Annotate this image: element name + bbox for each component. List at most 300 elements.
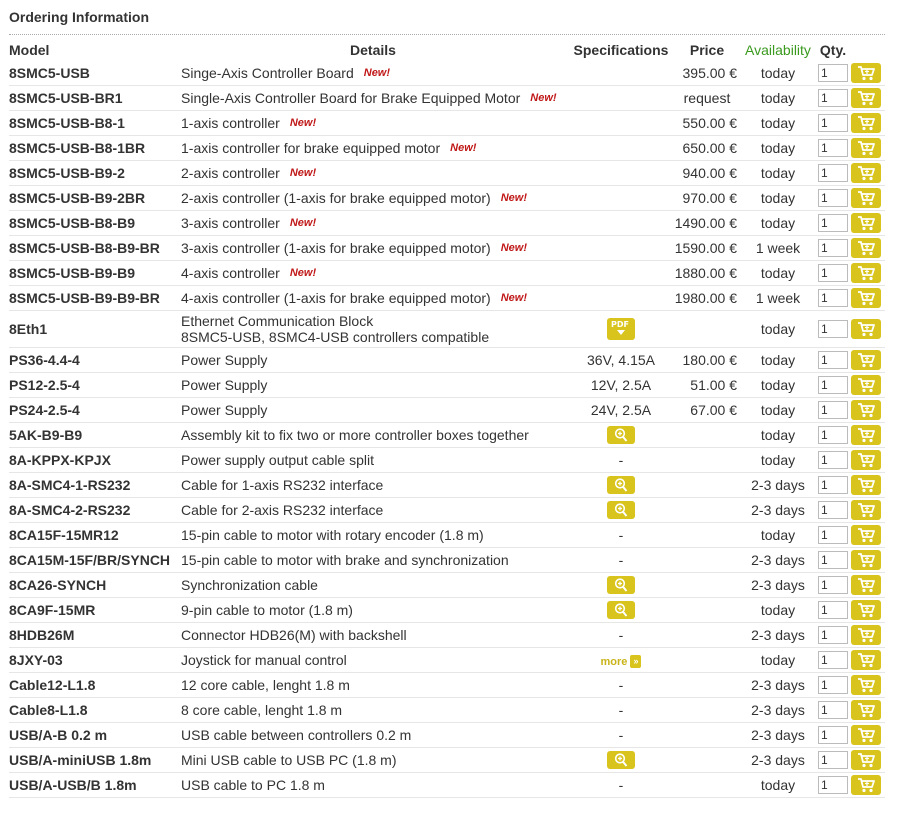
add-to-cart-button[interactable] [851, 575, 881, 595]
column-header-specifications: Specifications [573, 42, 669, 58]
details-text: Power Supply [181, 402, 268, 418]
specifications-cell: - [569, 723, 673, 748]
quantity-input[interactable] [818, 726, 848, 744]
price-cell [673, 673, 741, 698]
cart-cell [851, 111, 885, 136]
quantity-input[interactable] [818, 114, 848, 132]
details-text: Power Supply [181, 352, 268, 368]
quantity-input[interactable] [818, 651, 848, 669]
table-row [9, 448, 885, 473]
cart-icon [857, 702, 875, 718]
add-to-cart-button[interactable] [851, 63, 881, 83]
availability-cell: today [741, 448, 815, 473]
cart-cell [851, 523, 885, 548]
zoom-icon[interactable] [607, 751, 635, 769]
new-badge: New! [500, 192, 527, 204]
details-text: Power supply output cable split [181, 452, 374, 468]
zoom-icon[interactable] [607, 601, 635, 619]
qty-cell [815, 473, 851, 498]
specifications-cell [569, 748, 673, 773]
model-cell: USB/A-miniUSB 1.8m [9, 748, 177, 773]
cart-icon [857, 265, 875, 281]
details-text: 2-axis controller [181, 165, 280, 181]
details-cell [177, 423, 569, 448]
quantity-input[interactable] [818, 139, 848, 157]
cart-icon [857, 527, 875, 543]
cart-icon [857, 90, 875, 106]
add-to-cart-button[interactable] [851, 188, 881, 208]
add-to-cart-button[interactable] [851, 319, 881, 339]
cart-icon [857, 652, 875, 668]
table-row [9, 573, 885, 598]
table-row [9, 498, 885, 523]
details-cell [177, 186, 569, 211]
table-row [9, 723, 885, 748]
new-badge: New! [289, 167, 317, 179]
availability-cell: today [741, 373, 815, 398]
qty-cell [815, 261, 851, 286]
add-to-cart-button[interactable] [851, 525, 881, 545]
table-row [9, 398, 885, 423]
model-cell: PS12-2.5-4 [9, 373, 177, 398]
qty-cell [815, 111, 851, 136]
quantity-input[interactable] [818, 239, 848, 257]
quantity-input[interactable] [818, 701, 848, 719]
quantity-input[interactable] [818, 89, 848, 107]
model-cell: 8CA15M-15F/BR/SYNCH [9, 548, 177, 573]
model-cell: 8Eth1 [9, 311, 177, 348]
availability-cell: today [741, 598, 815, 623]
add-to-cart-button[interactable] [851, 375, 881, 395]
table-row [9, 236, 885, 261]
cart-icon [857, 602, 875, 618]
details-cell [177, 136, 569, 161]
price-cell [673, 723, 741, 748]
qty-cell [815, 311, 851, 348]
qty-cell [815, 373, 851, 398]
pdf-label: PDF [611, 320, 629, 329]
details-cell [177, 373, 569, 398]
column-header-price: Price [689, 42, 725, 58]
details-cell [177, 448, 569, 473]
specifications-cell [569, 473, 673, 498]
add-to-cart-button[interactable] [851, 213, 881, 233]
quantity-input[interactable] [818, 601, 848, 619]
table-row [9, 473, 885, 498]
quantity-input[interactable] [818, 626, 848, 644]
cart-icon [857, 402, 875, 418]
availability-cell: today [741, 348, 815, 373]
quantity-input[interactable] [818, 64, 848, 82]
availability-cell: 2-3 days [741, 748, 815, 773]
dotted-divider [9, 34, 885, 35]
qty-cell [815, 773, 851, 798]
details-cell [177, 523, 569, 548]
add-to-cart-button[interactable] [851, 350, 881, 370]
price-cell [673, 598, 741, 623]
cart-cell [851, 161, 885, 186]
availability-cell: 2-3 days [741, 573, 815, 598]
details-cell [177, 236, 569, 261]
table-row [9, 311, 885, 348]
availability-cell: today [741, 523, 815, 548]
zoom-icon[interactable] [607, 501, 635, 519]
cart-cell [851, 573, 885, 598]
model-cell: 8CA26-SYNCH [9, 573, 177, 598]
qty-cell [815, 136, 851, 161]
table-row [9, 61, 885, 86]
add-to-cart-button[interactable] [851, 138, 881, 158]
price-cell: 550.00 € [673, 111, 741, 136]
model-cell: 8SMC5-USB-B9-2BR [9, 186, 177, 211]
cart-cell [851, 598, 885, 623]
quantity-input[interactable] [818, 551, 848, 569]
availability-cell: 2-3 days [741, 548, 815, 573]
cart-cell [851, 373, 885, 398]
add-to-cart-button[interactable] [851, 675, 881, 695]
cart-icon [857, 165, 875, 181]
qty-cell [815, 61, 851, 86]
add-to-cart-button[interactable] [851, 113, 881, 133]
cart-icon [857, 290, 875, 306]
table-row [9, 423, 885, 448]
price-cell: 395.00 € [673, 61, 741, 86]
quantity-input[interactable] [818, 476, 848, 494]
price-cell: 1980.00 € [673, 286, 741, 311]
quantity-input[interactable] [818, 426, 848, 444]
add-to-cart-button[interactable] [851, 650, 881, 670]
add-to-cart-button[interactable] [851, 725, 881, 745]
cart-cell [851, 448, 885, 473]
cart-icon [857, 677, 875, 693]
price-cell: 1880.00 € [673, 261, 741, 286]
table-row [9, 111, 885, 136]
qty-cell [815, 698, 851, 723]
specifications-cell [569, 61, 673, 86]
new-badge: New! [450, 142, 477, 154]
availability-cell: 2-3 days [741, 473, 815, 498]
quantity-input[interactable] [818, 214, 848, 232]
specifications-cell [569, 136, 673, 161]
specifications-cell [569, 86, 673, 111]
specifications-cell: - [569, 548, 673, 573]
table-row [9, 261, 885, 286]
column-header-model: Model [9, 42, 50, 58]
qty-cell [815, 86, 851, 111]
availability-cell: today [741, 136, 815, 161]
model-cell: 8SMC5-USB-B8-1BR [9, 136, 177, 161]
add-to-cart-button[interactable] [851, 263, 881, 283]
cart-cell [851, 548, 885, 573]
model-cell: 8A-KPPX-KPJX [9, 448, 177, 473]
qty-cell [815, 673, 851, 698]
model-cell: 8A-SMC4-2-RS232 [9, 498, 177, 523]
model-cell: 8HDB26M [9, 623, 177, 648]
model-cell: 8JXY-03 [9, 648, 177, 673]
cart-cell [851, 186, 885, 211]
details-cell [177, 598, 569, 623]
qty-cell [815, 211, 851, 236]
add-to-cart-button[interactable] [851, 88, 881, 108]
cart-cell [851, 423, 885, 448]
quantity-input[interactable] [818, 189, 848, 207]
details-text: 9-pin cable to motor (1.8 m) [181, 602, 353, 618]
price-cell: 1490.00 € [673, 211, 741, 236]
cart-icon [857, 377, 875, 393]
quantity-input[interactable] [818, 401, 848, 419]
availability-cell: today [741, 186, 815, 211]
quantity-input[interactable] [818, 751, 848, 769]
availability-cell: today [741, 86, 815, 111]
price-cell: 51.00 € [673, 373, 741, 398]
cart-icon [857, 727, 875, 743]
table-row [9, 698, 885, 723]
details-text: 1-axis controller for brake equipped motor [181, 140, 441, 156]
cart-icon [857, 502, 875, 518]
add-to-cart-button[interactable] [851, 700, 881, 720]
column-header-availability: Availability [745, 42, 811, 58]
details-text: Cable for 2-axis RS232 interface [181, 502, 384, 518]
model-cell: Cable8-L1.8 [9, 698, 177, 723]
quantity-input[interactable] [818, 351, 848, 369]
price-cell [673, 623, 741, 648]
specifications-cell [569, 111, 673, 136]
availability-cell: today [741, 773, 815, 798]
cart-icon [857, 452, 875, 468]
model-cell: PS36-4.4-4 [9, 348, 177, 373]
details-cell [177, 86, 569, 111]
details-cell [177, 311, 569, 348]
qty-cell [815, 548, 851, 573]
cart-icon [857, 552, 875, 568]
price-cell [673, 748, 741, 773]
price-cell [673, 473, 741, 498]
specifications-cell: - [569, 448, 673, 473]
details-text: Assembly kit to fix two or more controller boxes together [181, 427, 529, 443]
new-badge: New! [289, 117, 317, 129]
quantity-input[interactable] [818, 501, 848, 519]
table-row [9, 623, 885, 648]
qty-cell [815, 723, 851, 748]
cart-icon [857, 352, 875, 368]
details-cell [177, 548, 569, 573]
cart-cell [851, 673, 885, 698]
price-cell [673, 523, 741, 548]
new-badge: New! [289, 217, 317, 229]
qty-cell [815, 648, 851, 673]
details-text: 4-axis controller [181, 265, 280, 281]
quantity-input[interactable] [818, 264, 848, 282]
cart-cell [851, 286, 885, 311]
details-text: 3-axis controller (1-axis for brake equipped motor) [181, 240, 491, 256]
new-badge: New! [500, 242, 527, 254]
specifications-cell: - [569, 698, 673, 723]
cart-icon [857, 140, 875, 156]
cart-cell [851, 623, 885, 648]
details-text: 4-axis controller (1-axis for brake equipped motor) [181, 290, 491, 306]
model-cell: Cable12-L1.8 [9, 673, 177, 698]
cart-cell [851, 211, 885, 236]
specifications-cell [569, 211, 673, 236]
model-cell: 8CA15F-15MR12 [9, 523, 177, 548]
table-row [9, 348, 885, 373]
column-header-qty: Qty. [819, 42, 847, 58]
specifications-cell: - [569, 523, 673, 548]
quantity-input[interactable] [818, 320, 848, 338]
add-to-cart-button[interactable] [851, 163, 881, 183]
availability-cell: today [741, 161, 815, 186]
cart-icon [857, 240, 875, 256]
model-cell: 8SMC5-USB-BR1 [9, 86, 177, 111]
cart-cell [851, 398, 885, 423]
cart-icon [857, 215, 875, 231]
add-to-cart-button[interactable] [851, 600, 881, 620]
cart-icon [857, 190, 875, 206]
cart-cell [851, 311, 885, 348]
price-cell [673, 573, 741, 598]
table-row [9, 136, 885, 161]
model-cell: 8SMC5-USB-B9-B9 [9, 261, 177, 286]
cart-icon [857, 65, 875, 81]
qty-cell [815, 448, 851, 473]
price-cell [673, 311, 741, 348]
availability-cell: 2-3 days [741, 698, 815, 723]
price-cell [673, 698, 741, 723]
cart-icon [857, 752, 875, 768]
details-text: Mini USB cable to USB PC (1.8 m) [181, 752, 397, 768]
add-to-cart-button[interactable] [851, 550, 881, 570]
cart-icon [857, 777, 875, 793]
cart-icon [857, 427, 875, 443]
model-cell: 8SMC5-USB-B8-B9-BR [9, 236, 177, 261]
price-cell [673, 448, 741, 473]
quantity-input[interactable] [818, 376, 848, 394]
column-header-cart [851, 39, 885, 61]
specifications-cell: 24V, 2.5A [569, 398, 673, 423]
details-text: Single-Axis Controller Board for Brake Equipped Motor [181, 90, 521, 106]
add-to-cart-button[interactable] [851, 425, 881, 445]
zoom-icon[interactable] [607, 476, 635, 494]
qty-cell [815, 398, 851, 423]
quantity-input[interactable] [818, 164, 848, 182]
quantity-input[interactable] [818, 776, 848, 794]
price-cell: 650.00 € [673, 136, 741, 161]
details-cell [177, 573, 569, 598]
quantity-input[interactable] [818, 289, 848, 307]
details-cell [177, 498, 569, 523]
details-cell [177, 648, 569, 673]
table-row [9, 648, 885, 673]
specifications-cell: - [569, 673, 673, 698]
price-cell: 1590.00 € [673, 236, 741, 261]
price-cell [673, 498, 741, 523]
add-to-cart-button[interactable] [851, 238, 881, 258]
specifications-cell [569, 423, 673, 448]
table-row [9, 186, 885, 211]
specifications-cell [569, 186, 673, 211]
add-to-cart-button[interactable] [851, 475, 881, 495]
specifications-cell [569, 648, 673, 673]
add-to-cart-button[interactable] [851, 288, 881, 308]
price-cell [673, 773, 741, 798]
pdf-icon[interactable] [607, 318, 635, 340]
details-text: 3-axis controller [181, 215, 280, 231]
availability-cell: 2-3 days [741, 673, 815, 698]
table-header-row [9, 39, 885, 61]
zoom-icon[interactable] [607, 576, 635, 594]
cart-icon [857, 477, 875, 493]
specifications-cell [569, 598, 673, 623]
cart-cell [851, 236, 885, 261]
zoom-icon[interactable] [607, 426, 635, 444]
quantity-input[interactable] [818, 676, 848, 694]
quantity-input[interactable] [818, 451, 848, 469]
qty-cell [815, 236, 851, 261]
add-to-cart-button[interactable] [851, 625, 881, 645]
qty-cell [815, 573, 851, 598]
specifications-cell [569, 261, 673, 286]
table-row [9, 673, 885, 698]
section-title: Ordering Information [9, 9, 149, 25]
new-badge: New! [363, 67, 391, 79]
table-row [9, 523, 885, 548]
availability-cell: today [741, 61, 815, 86]
model-cell: PS24-2.5-4 [9, 398, 177, 423]
table-row [9, 161, 885, 186]
qty-cell [815, 598, 851, 623]
model-cell: 8A-SMC4-1-RS232 [9, 473, 177, 498]
model-cell: 8SMC5-USB-B9-B9-BR [9, 286, 177, 311]
more-link[interactable] [601, 655, 642, 668]
qty-cell [815, 623, 851, 648]
cart-cell [851, 136, 885, 161]
availability-cell: 1 week [741, 236, 815, 261]
add-to-cart-button[interactable] [851, 500, 881, 520]
add-to-cart-button[interactable] [851, 750, 881, 770]
details-text: USB cable to PC 1.8 m [181, 777, 325, 793]
details-cell [177, 748, 569, 773]
details-subtext: 8SMC5-USB, 8SMC4-USB controllers compatible [181, 329, 490, 345]
qty-cell [815, 286, 851, 311]
quantity-input[interactable] [818, 576, 848, 594]
availability-cell: today [741, 423, 815, 448]
table-body [9, 61, 885, 798]
add-to-cart-button[interactable] [851, 775, 881, 795]
details-cell [177, 698, 569, 723]
availability-cell: 2-3 days [741, 723, 815, 748]
table-row [9, 748, 885, 773]
quantity-input[interactable] [818, 526, 848, 544]
details-text: 15-pin cable to motor with brake and synchronization [181, 552, 509, 568]
details-text: 12 core cable, lenght 1.8 m [181, 677, 350, 693]
specifications-cell [569, 286, 673, 311]
qty-cell [815, 348, 851, 373]
table-row [9, 773, 885, 798]
qty-cell [815, 161, 851, 186]
specifications-cell [569, 236, 673, 261]
add-to-cart-button[interactable] [851, 400, 881, 420]
details-text: 15-pin cable to motor with rotary encoder (1.8 m) [181, 527, 484, 543]
availability-cell: today [741, 648, 815, 673]
specifications-cell: - [569, 623, 673, 648]
add-to-cart-button[interactable] [851, 450, 881, 470]
details-cell [177, 723, 569, 748]
cart-cell [851, 748, 885, 773]
cart-cell [851, 498, 885, 523]
details-cell [177, 161, 569, 186]
more-label: more [600, 655, 628, 668]
details-text: Power Supply [181, 377, 268, 393]
